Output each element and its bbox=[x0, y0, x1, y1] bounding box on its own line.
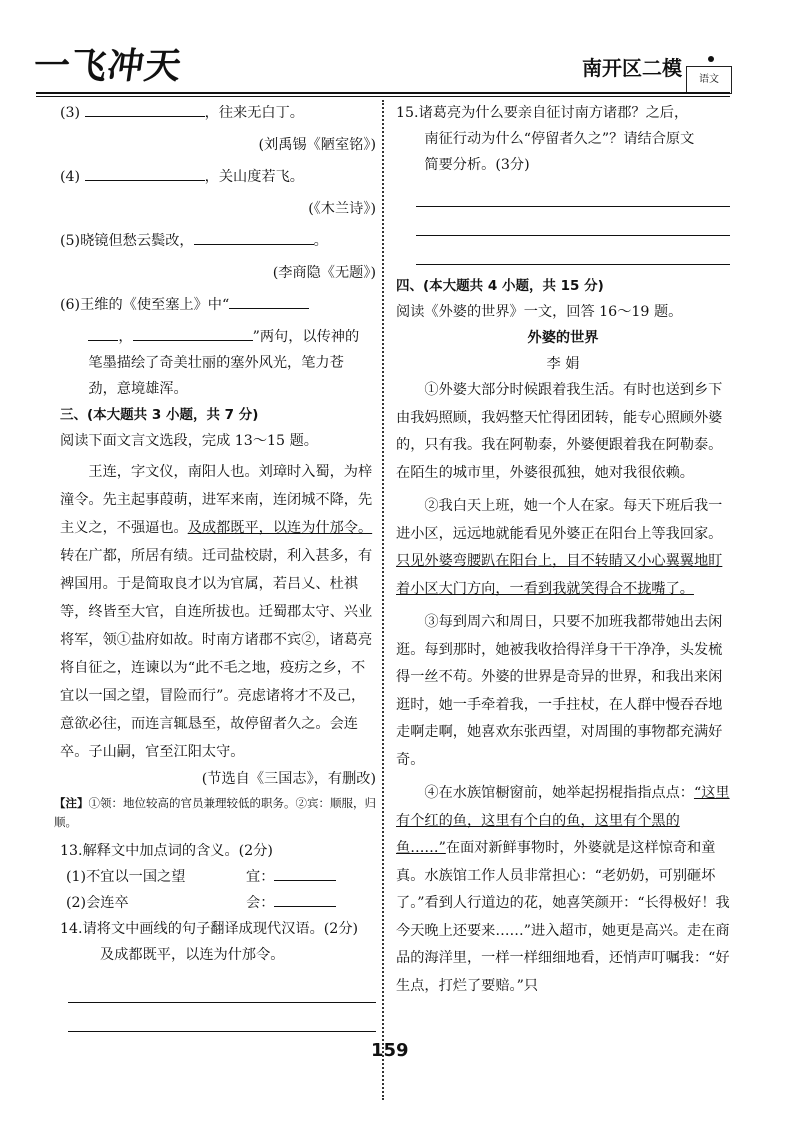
essay-p4 bbox=[396, 780, 730, 1000]
q6-line2-end: ”两句，以传神的 bbox=[252, 329, 360, 345]
q6-line4: 劲，意境雄浑。 bbox=[88, 381, 188, 397]
exam-label: 南开区二模 bbox=[582, 56, 682, 80]
note-label: 【注】 bbox=[54, 796, 89, 810]
question-4 bbox=[60, 164, 376, 190]
header-rule-thin bbox=[36, 96, 730, 97]
right-column bbox=[396, 100, 730, 1000]
question-3 bbox=[60, 100, 376, 126]
q15-answer-line-2[interactable] bbox=[416, 207, 730, 236]
q13-b-blank[interactable] bbox=[274, 890, 336, 907]
q5-end: 。 bbox=[313, 233, 328, 249]
q5-answer-blank[interactable] bbox=[194, 228, 314, 245]
page-header bbox=[0, 0, 800, 96]
q4-answer-blank[interactable] bbox=[85, 164, 205, 181]
q6-comma: ， bbox=[118, 329, 133, 345]
column-divider bbox=[382, 100, 384, 1100]
essay-p1: ①外婆大部分时候跟着我生活。有时也送到乡下由我妈照顾，我妈整天忙得团团转，能专心照顾外婆的，只有我。我在阿勒泰，外婆便跟着我在阿勒泰。在陌生的城市里，外婆很孤独，她对我很依赖。 bbox=[396, 382, 723, 481]
essay-p4-underlined: “这里有个红的鱼，这里有个白的鱼，这里有个黑的鱼……” bbox=[396, 785, 730, 856]
q15-line2: 南征行动为什么“停留者久之”？请结合原文 bbox=[424, 131, 695, 147]
q15-answer-line-3[interactable] bbox=[416, 236, 730, 265]
essay-p4a: ④在水族馆橱窗前，她举起拐棍指指点点： bbox=[424, 785, 694, 801]
footnote bbox=[54, 794, 376, 832]
q5-source: (李商隐《无题》) bbox=[272, 265, 376, 281]
q13-a-blank[interactable] bbox=[274, 864, 336, 881]
section-3-intro: 阅读下面文言文选段，完成 13～15 题。 bbox=[60, 433, 318, 449]
page-number: 159 bbox=[371, 1040, 409, 1061]
essay-author: 李 娟 bbox=[546, 356, 580, 372]
classical-s3: 转在广都，所居有绩。迁司盐校尉，利入甚多，有裨国用。于是简取良才以为官属，若吕乂、杜祺等，终皆至大官，自连所拔也。迁蜀郡太守、兴业将军，领①盐府如故。时南方诸郡不宾②，诸葛亮将自征之，连谏以为“此不毛之地，疫疠之乡，不宜以一国之望，冒险而行”。亮虑诸将才不及己，意欲必往，而连言辄恳至，故停留者久之。会连卒。子山嗣，官至江阳太守。 bbox=[60, 548, 373, 760]
classical-underlined: 及成都既平，以连为什邡令。 bbox=[187, 520, 373, 536]
q13-a-word: 宜： bbox=[246, 869, 275, 885]
q6-line3: 笔墨描绘了奇美壮丽的塞外风光，笔力苍 bbox=[88, 355, 344, 371]
q3-num: (3) bbox=[60, 105, 81, 121]
essay-p2-underlined: 只见外婆弯腰趴在阳台上，目不转睛又小心翼翼地盯着小区大门方向，一看到我就笑得合不拢嘴了。 bbox=[396, 553, 723, 597]
question-6 bbox=[60, 292, 376, 402]
q13-b bbox=[60, 890, 376, 916]
subject-badge: 语文 bbox=[686, 66, 732, 94]
q6-answer-blank-1[interactable] bbox=[229, 292, 309, 309]
essay-body bbox=[396, 377, 730, 1000]
q3-source: (刘禹锡《陋室铭》) bbox=[258, 137, 376, 153]
q3-tail: ，往来无白丁。 bbox=[204, 105, 304, 121]
header-rule bbox=[36, 92, 730, 94]
essay-p3: ③每到周六和周日，只要不加班我都带她出去闲逛。每到那时，她被我收拾得洋身干干净净，头发梳得一丝不苟。外婆的世界是奇异的世界，和我出来闲逛时，她一手牵着我，一手拄杖，在人群中慢吞吞地走啊走啊，她喜欢东张西望，对周围的事物都充满好奇。 bbox=[396, 614, 723, 768]
q15-answer-line-1[interactable] bbox=[416, 178, 730, 207]
essay-title: 外婆的世界 bbox=[527, 330, 599, 346]
q14-answer-line-1[interactable] bbox=[68, 974, 376, 1003]
classical-source: (节选自《三国志》，有删改) bbox=[201, 771, 376, 787]
q5-text: (5)晓镜但愁云鬓改， bbox=[60, 233, 194, 249]
section-4-title: 四、(本大题共 4 小题，共 15 分) bbox=[396, 278, 604, 294]
q14-answer-line-2[interactable] bbox=[68, 1003, 376, 1032]
q6-answer-blank-3[interactable] bbox=[133, 324, 253, 341]
q15-line1: 15.诸葛亮为什么要亲自征讨南方诸郡？之后， bbox=[396, 105, 689, 121]
q14-text: 14.请将文中画线的句子翻译成现代汉语。(2分) bbox=[60, 921, 359, 937]
essay-p2 bbox=[396, 493, 730, 603]
q13-b-text: (2)会连卒 bbox=[66, 895, 129, 911]
q4-source: (《木兰诗》) bbox=[308, 201, 376, 217]
q13-a bbox=[60, 864, 376, 890]
q13-b-word: 会： bbox=[246, 895, 275, 911]
q13-a-text: (1)不宜以一国之望 bbox=[66, 869, 186, 885]
q15-line3: 简要分析。(3分) bbox=[424, 157, 530, 173]
classical-s1: 王连，字文仪，南阳人也。刘璋时入蜀，为梓潼令。先主起事葭萌，进军来南，连闭城不降，先主义之，不强逼也。 bbox=[60, 464, 373, 536]
section-4-intro: 阅读《外婆的世界》一文，回答 16～19 题。 bbox=[396, 304, 683, 320]
essay-p2a: ②我白天上班，她一个人在家。每天下班后我一进小区，远远地就能看见外婆正在阳台上等我回家。 bbox=[396, 498, 723, 542]
q4-num: (4) bbox=[60, 169, 81, 185]
brand-title: 一飞冲天 bbox=[30, 46, 185, 87]
left-column bbox=[54, 100, 376, 1032]
q6-answer-blank-2[interactable] bbox=[88, 324, 118, 341]
note-text: ①领：地位较高的官员兼理较低的职务。②宾：顺服，归顺。 bbox=[54, 796, 376, 829]
q13-text: 13.解释文中加点词的含义。(2分) bbox=[60, 843, 273, 859]
section-3-title: 三、(本大题共 3 小题，共 7 分) bbox=[60, 407, 259, 423]
header-dot bbox=[708, 56, 714, 62]
q6-line1: (6)王维的《使至塞上》中“ bbox=[60, 297, 230, 313]
q4-tail: ，关山度若飞。 bbox=[204, 169, 304, 185]
classical-passage bbox=[60, 458, 376, 766]
q14-sentence: 及成都既平，以连为什邡令。 bbox=[100, 947, 285, 963]
essay-p4c: 在面对新鲜事物时，外婆就是这样惊奇和童真。水族馆工作人员非常担心：“老奶奶，可别砸坏了。”看到人行道边的花，她喜笑颜开：“长得极好！我今天晚上还要来……”进入超市，她更是高兴。走在商品的海洋里，一样一样细细地看，还悄声叮嘱我：“好生点，打烂了要赔。”只 bbox=[396, 840, 730, 994]
q3-answer-blank[interactable] bbox=[85, 100, 205, 117]
question-5 bbox=[60, 228, 376, 254]
